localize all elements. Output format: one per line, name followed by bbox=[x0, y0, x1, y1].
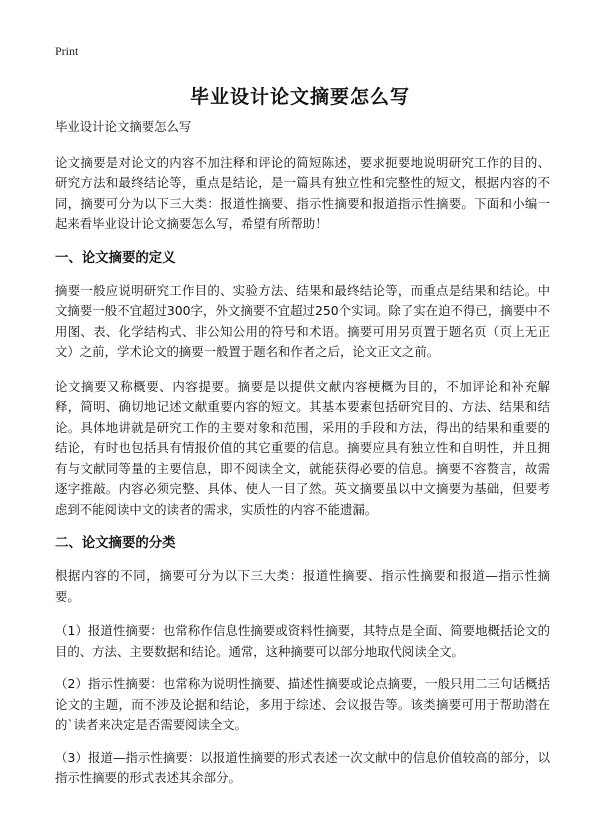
definition-paragraph-1: 摘要一般应说明研究工作目的、实验方法、结果和最终结论等，而重点是结果和结论。中文摘要一般不宜超过300字，外文摘要不宜超过250个实词。除了实在迫不得已，摘要中不用图、表、化学结构式、非公知公用的符号和术语。摘要可用另页置于题名页（页上无正文）之前，学术论文的摘要一般置于题名和作者之后，论文正文之前。 bbox=[55, 282, 550, 359]
article-body bbox=[55, 117, 550, 801]
classification-intro: 根据内容的不同，摘要可分为以下三大类：报道性摘要、指示性摘要和报道—指示性摘要。 bbox=[55, 568, 550, 604]
classification-item-mixed: （3）报道—指示性摘要：以报道性摘要的形式表述一次文献中的信息价值较高的部分，以指示性摘要的形式表述其余部分。 bbox=[55, 749, 550, 785]
section-heading-definition: 一、论文摘要的定义 bbox=[55, 250, 176, 266]
page-title: 毕业设计论文摘要怎么写 bbox=[189, 86, 410, 108]
classification-item-informative: （1）报道性摘要：也常称作信息性摘要或资料性摘要，其特点是全面、简要地概括论文的目的、方法、主要数据和结论。通常，这种摘要可以部分地取代阅读全文。 bbox=[55, 623, 550, 659]
print-link[interactable]: Print bbox=[55, 44, 79, 58]
section-heading-classification: 二、论文摘要的分类 bbox=[55, 536, 176, 551]
intro-paragraph: 论文摘要是对论文的内容不加注释和评论的简短陈述，要求扼要地说明研究工作的目的、研究方法和最终结论等，重点是结论，是一篇具有独立性和完整性的短文，根据内容的不同，摘要可分为以下三大类：报道性摘要、指示性摘要和报道指示性摘要。下面和小编一起来看毕业设计论文摘要怎么写，希望有所帮助！ bbox=[55, 154, 550, 231]
article-subtitle: 毕业设计论文摘要怎么写 bbox=[55, 119, 192, 134]
classification-item-indicative: （2）指示性摘要：也常称为说明性摘要、描述性摘要或论点摘要，一般只用二三句话概括论文的主题，而不涉及论据和结论，多用于综述、会议报告等。该类摘要可用于帮助潜在的`读者来决定是否需要阅读全文。 bbox=[55, 676, 550, 732]
definition-paragraph-2: 论文摘要又称概要、内容提要。摘要是以提供文献内容梗概为目的，不加评论和补充解释，简明、确切地记述文献重要内容的短文。其基本要素包括研究目的、方法、结果和结论。具体地讲就是研究工作的主要对象和范围，采用的手段和方法，得出的结果和重要的结论，有时也包括具有情报价值的其它重要的信息。摘要应具有独立性和自明性，并且拥有与文献同等量的主要信息，即不阅读全文，就能获得必要的信息。摘要不容赘言，故需逐字推敲。内容必须完整、具体、使人一目了然。英文摘要虽以中文摘要为基础，但要考虑到不能阅读中文的读者的需求，实质性的内容不能遗漏。 bbox=[55, 378, 550, 517]
